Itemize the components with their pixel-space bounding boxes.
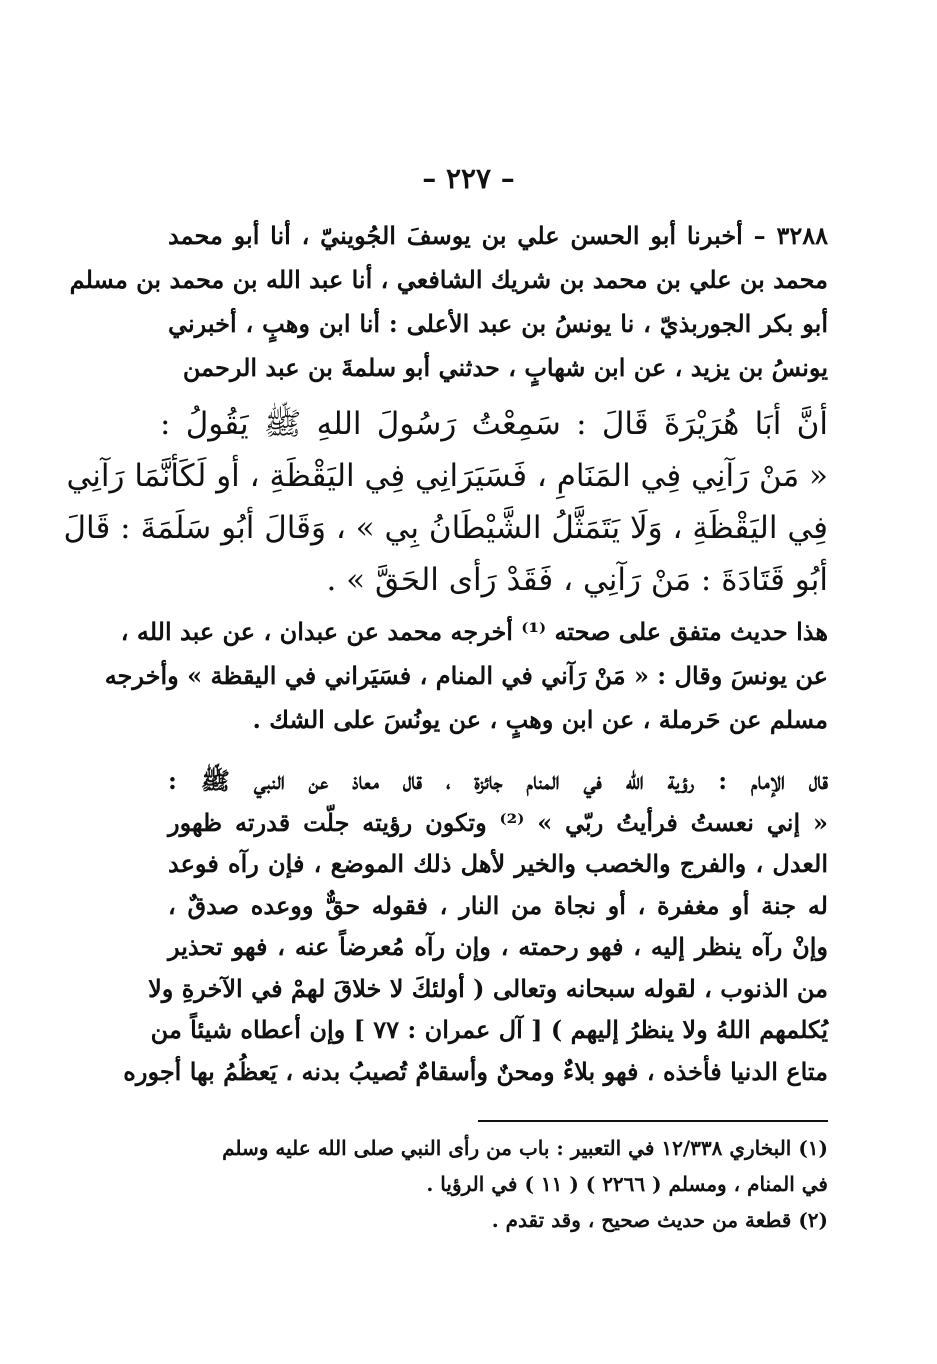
commentary-line: من الذنوب ، لقوله سبحانه وتعالى ( أولئكَ لا خلاقَ لهمْ في الآخرةِ ولا [148, 973, 828, 1003]
hadith-isnad [69, 214, 828, 390]
imam-commentary [123, 760, 828, 1092]
hadith-takhrij [104, 610, 828, 742]
commentary-line: وإنْ رآه ينظر إليه ، فهو رحمته ، وإن رآه مُعرضاً عنه ، فهو تحذير [168, 932, 828, 961]
commentary-line: قال الإمام : رؤية الله في المنام جائزة ، قال معاذ عن النبي ﷺ : [168, 766, 828, 795]
matn-line: « مَنْ رَآنِي فِي المَنَامِ ، فَسَيَرَانِي فِي اليَقْظَةِ ، أو لَكَأنَّمَا رَآنِي [66, 458, 828, 494]
footnotes [168, 1130, 828, 1238]
page-number: – ٢٢٧ – [422, 162, 515, 195]
hadith-matn [63, 398, 828, 606]
commentary-line: له جنة أو مغفرة ، أو نجاة من النار ، فقوله حقٌّ ووعده صدقٌ ، [168, 890, 828, 920]
commentary-line: يُكلمهم اللهُ ولا ينظرُ إليهم ) [ آل عمران : ٧٧ ] وإن أعطاه شيئاً من [150, 1015, 828, 1044]
isnad-line: أبو بكر الجوربذيّ ، نا يونسُ بن عبد الأعلى : أنا ابن وهبٍ ، أخبرني [168, 309, 828, 338]
commentary-line: متاع الدنيا فأخذه ، فهو بلاءٌ ومحنٌ وأسقامٌ تُصيبُ بدنه ، يَعظُمُ بها أجوره [123, 1056, 828, 1086]
isnad-line: ٣٢٨٨ – أخبرنا أبو الحسن علي بن يوسفَ الجُوينيّ ، أنا أبو محمد [168, 221, 828, 250]
takhrij-line: مسلم عن حَرملة ، عن ابن وهبٍ ، عن يونُسَ على الشك . [252, 705, 828, 734]
matn-line: أبُو قَتَادَةَ : مَنْ رَآنِي ، فَقَدْ رَأى الحَقَّ » . [326, 562, 828, 598]
footnote-1: (١) البخاري ١٢/٣٣٨ في التعبير : باب من رأى النبي صلى الله عليه وسلم [222, 1136, 828, 1160]
commentary-line: العدل ، والفرج والخصب والخير لأهل ذلك الموضع ، فإن رآه فوعد [168, 849, 828, 878]
commentary-line: « إني نعستُ فرأيتُ ربّي » ⁽²⁾ وتكون رؤيته جلّت قدرته ظهور [168, 807, 828, 837]
footnote-2: (٢) قطعة من حديث صحيح ، وقد تقدم . [491, 1208, 828, 1232]
isnad-line: يونسُ بن يزيد ، عن ابن شهابٍ ، حدثني أبو سلمةَ بن عبد الرحمن [182, 353, 828, 382]
takhrij-line: هذا حديث متفق على صحته ⁽¹⁾ أخرجه محمد عن عبدان ، عن عبد الله ، [120, 617, 828, 646]
matn-line: أنَّ أبَا هُرَيْرَةَ قَالَ : سَمِعْتُ رَسُولَ اللهِ ﷺ يَقُولُ : [160, 406, 828, 442]
footnote-1-continued: في المنام ، ومسلم ( ٢٢٦٦ ) ( ١١ ) في الرؤيا . [426, 1172, 828, 1196]
matn-line: فِي اليَقْظَةِ ، وَلَا يَتَمَثَّلُ الشَّيْطَانُ بِي » ، وَقَالَ أبُو سَلَمَةَ : قَالَ [63, 510, 828, 546]
isnad-line: محمد بن علي بن محمد بن شريك الشافعي ، أنا عبد الله بن محمد بن مسلم [69, 265, 828, 294]
footnote-divider [478, 1120, 828, 1122]
takhrij-line: عن يونسَ وقال : « مَنْ رَآني في المنام ، فسَيَراني في اليقظة » وأخرجه [104, 661, 828, 690]
